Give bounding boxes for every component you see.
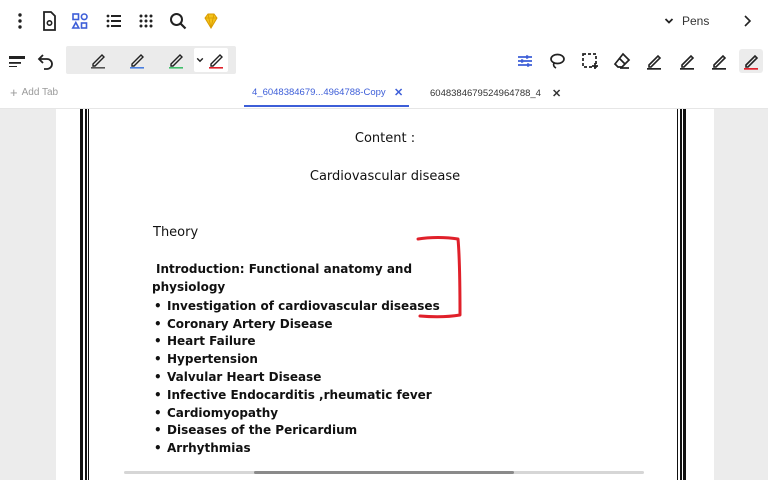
pen-green-icon[interactable] [165,49,187,71]
pen-icon[interactable] [642,49,666,73]
content-heading: Content : [354,131,416,146]
bullet: • [154,441,162,456]
topic-text: Coronary Artery Disease [167,316,333,331]
close-icon[interactable]: ✕ [394,87,404,99]
chevron-down-icon [196,56,204,64]
pen-blue-icon[interactable] [126,49,148,71]
list-item [154,333,440,351]
bullet: • [154,316,162,331]
bullet: • [154,334,162,349]
tab-bar [0,80,768,109]
document-icon[interactable] [37,9,61,33]
topic-text: Infective Endocarditis ,rheumatic fever [167,387,432,402]
pen-red-selected[interactable] [194,48,228,72]
topic-text: Investigation of cardiovascular diseases [167,298,440,313]
list-item [154,350,440,368]
topic-text: Valvular Heart Disease [167,370,322,385]
plus-icon: + [10,84,18,100]
pen-red-icon[interactable] [739,49,763,73]
bullet: • [154,387,162,402]
horizontal-scrollbar[interactable] [124,471,644,474]
list-item [154,315,440,333]
bullet: • [154,405,162,420]
pen-icon[interactable] [675,49,699,73]
list-icon[interactable] [102,9,126,33]
scrollbar-thumb[interactable] [254,471,514,474]
bullet: • [154,352,162,367]
tab-document-copy[interactable] [244,80,409,107]
eraser-icon[interactable] [610,49,634,73]
apps-grid-icon[interactable] [134,9,158,33]
pen-tray [66,46,236,74]
tab-label: 6048384679524964788_4 [430,88,541,99]
undo-icon[interactable] [34,49,58,73]
tab-label: 4_6048384679...4964788-Copy [252,87,386,98]
topic-text: Heart Failure [167,334,256,349]
bullet: • [154,298,162,313]
list-item [154,422,440,440]
selection-icon[interactable] [578,49,602,73]
pen-icon[interactable] [707,49,731,73]
search-icon[interactable] [166,9,190,33]
pens-dropdown[interactable] [664,10,709,32]
add-tab-label: Add Tab [21,87,59,98]
pen-gray-icon[interactable] [87,49,109,71]
chevron-right-icon[interactable] [738,10,756,32]
theory-label: Theory [153,225,199,240]
topic-text: Arrhythmias [167,441,251,456]
bullet: • [154,423,162,438]
line-weight-icon[interactable] [5,49,29,73]
document-page[interactable] [56,109,714,480]
list-item [154,404,440,422]
document-viewport[interactable] [0,109,768,480]
document-subtitle: Cardiovascular disease [309,169,461,184]
page-content [56,109,714,480]
add-tab-button[interactable] [10,84,59,100]
bullet: • [154,370,162,385]
topic-text: Diseases of the Pericardium [167,423,358,438]
list-item [154,439,440,457]
list-item [154,297,440,315]
topic-text: Hypertension [167,352,258,367]
grid-shapes-icon[interactable] [68,9,92,33]
list-item [154,368,440,386]
list-item [154,386,440,404]
more-vert-icon[interactable] [8,9,32,33]
tab-document[interactable] [430,80,562,107]
lasso-icon[interactable] [545,49,569,73]
topic-list [154,297,440,457]
close-icon[interactable]: ✕ [552,88,562,100]
chevron-down-icon [664,16,674,26]
ink-annotation-bracket[interactable] [416,235,466,321]
intro-text-continued: physiology [152,280,226,294]
top-toolbar [0,0,768,42]
intro-text: Introduction: Functional anatomy and [156,262,413,276]
topic-text: Cardiomyopathy [167,405,279,420]
pen-toolbar [0,42,768,80]
pen-red-icon [205,49,227,71]
adjust-icon[interactable] [513,49,537,73]
diamond-icon[interactable] [199,9,223,33]
pens-label: Pens [682,14,710,28]
